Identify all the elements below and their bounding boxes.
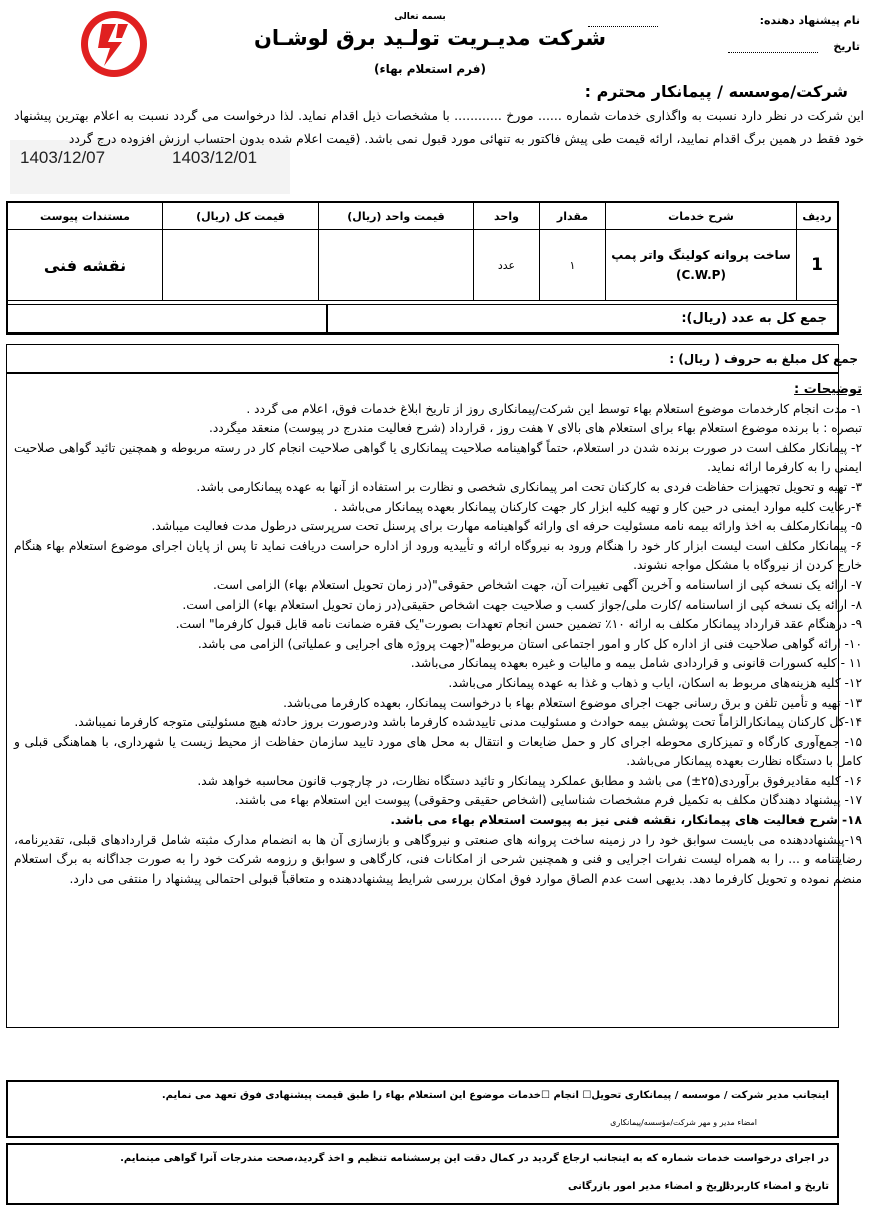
note-item: ۷- ارائه یک نسخه کپی از اساسنامه و آخرین آگهی تغییرات آن، جهت اشخاص حقوقی"(در زمان تحویل استعلام بهاء) الزامی است.	[213, 577, 862, 592]
total-words-label: جمع کل مبلغ به حروف ( ریال) :	[669, 352, 858, 366]
return-sign-left: تاریخ و امضاء مدیر امور بازرگانی	[568, 1181, 731, 1192]
divider	[6, 372, 839, 374]
cell-unit: عدد	[474, 230, 540, 301]
note-item: ۸- ارائه یک نسخه کپی از اساسنامه /کارت ملی/جواز کسب و صلاحیت جهت اشخاص حقیقی(در زمان تحویل استعلام بهاء) الزامی است.	[182, 597, 862, 612]
commitment-signature: امضاء مدیر و مهر شرکت/مؤسسه/پیمانکاری	[610, 1118, 757, 1127]
return-box	[6, 1143, 839, 1205]
note-item: ۴-رعایت کلیه موارد ایمنی در حین کار و تهیه کلیه ابزار کار جهت کارکنان پیمانکار بعهده پیمانکار می‌باشد .	[333, 499, 862, 514]
note-item: ۲- پیمانکار مکلف است در صورت برنده شدن در استعلام، حتماً گواهینامه صلاحیت پیمانکاری یا گواهی صلاحیت انجام کار در رسته مربوطه و همچنین تائید گواهی صلاحیت ایمنی را به کارفرما ارائه نماید.	[14, 440, 862, 475]
date-start: 1403/12/01	[172, 148, 258, 167]
note-item: ۶- پیمانکار مکلف است لیست ابزار کار خود را هنگام ورود به نیروگاه ارائه و تأییدیه ورود از اداره حراست دریافت نماید تا پس از پایان اجرای موضوع استعلام بهاء هنگام خارج کردن از نیروگاه با مشکل مواجه نشوند.	[14, 538, 862, 573]
note-item: ۱- مدت انجام کارخدمات موضوع استعلام بهاء توسط این شرکت/پیمانکاری روز از تاریخ ابلاغ خدمات فوق، اعلام می گردد .	[246, 401, 862, 416]
commitment-text: اینجانب مدیر شرکت / موسسه / پیمانکاری تحویل☐ انجام ☐خدمات موضوع این استعلام بهاء را طبق قیمت پیشنهادی فوق تعهد می نمایم.	[161, 1090, 829, 1101]
col-unit: واحد	[474, 203, 540, 230]
description-code: (C.W.P)	[676, 268, 726, 282]
table-row	[8, 230, 838, 301]
note-item: ۱۳- تهیه و تأمین تلفن و برق رسانی جهت اجرای موضوع استعلام بهاء با درخواست پیمانکار، بعهده کارفرما می‌باشد.	[283, 695, 862, 710]
note-item: تبصره : با برنده موضوع استعلام بهاء برای استعلام های بالای ۷ هفت روز ، قرارداد (شرح فعالیت مندرج در پیوست) منعقد میگردد.	[208, 421, 862, 436]
commitment-box	[6, 1080, 839, 1138]
note-item: ۱۲- کلیه هزینه‌های مربوط به اسکان، ایاب و ذهاب و غذا به عهده پیمانکار می‌باشد.	[448, 675, 862, 690]
note-item: ۱۹-پیشنهاددهنده می بایست سوابق خود را در زمینه ساخت پروانه های صنعتی و نیروگاهی و بازسازی آن ها به انضمام مدارک مثبته شامل قراردادهای قبلی، تقدیرنامه، رضایتنامه و ... را به همراه لیست نفرات اجرایی و فنی و همچنین شرحی از امکانات فنی، کارگاهی و سوابق و رزومه شرکت خود را به صورت جداگانه به برگ استعلام منضم نموده و تحویل کارفرما دهد. بدیهی است عدم الصاق موارد فوق امکان بررسی شرایط پیشنهاددهنده و متعاقباً قبولی احتمالی پیشنهاد را منتفی می دارد.	[14, 832, 862, 886]
notes-section	[14, 380, 862, 889]
form-name: (فرم استعلام بهاء)	[373, 62, 486, 76]
company-name: شرکت مدیـریت تولـید برق لوشـان	[253, 26, 606, 50]
return-text: در اجرای درخواست خدمات شماره که به اینجانب ارجاع گردید در کمال دقت این پرسشنامه تنظیم و اخذ گردید،صحت مندرجات آنرا گواهی مینمایم.	[120, 1153, 829, 1164]
col-unit-price: قیمت واحد (ریال)	[319, 203, 474, 230]
cell-quantity: ۱	[540, 230, 606, 301]
basmala: بسمه تعالی	[394, 12, 446, 22]
company-logo	[78, 8, 150, 80]
note-item: ۱۷- پیشنهاد دهندگان مکلف به تکمیل فرم مشخصات شناسایی (اشخاص حقیقی وحقوقی) پیوست این استعلام بهاء می باشند.	[234, 793, 862, 808]
note-item: ۵- پیمانکارمکلف به اخذ وارائه بیمه نامه مسئولیت حرفه ای وارائه گواهینامه مهارت برای پرسنل تحت سرپرستی درطول مدت فعالیت میباشد.	[151, 519, 862, 534]
addressee: شرکت/موسسه / پیمانکار محترم :	[584, 82, 848, 101]
note-item: ۹- درهنگام عقد قرارداد پیمانکار مکلف به ارائه ۱۰٪ تضمین حسن انجام تعهدات بصورت"یک فقره ضمانت نامه قابل قبول کارفرما" است.	[175, 617, 862, 632]
intro-paragraph: این شرکت در نظر دارد نسبت به واگذاری خدمات شماره ...... مورخ ............ با مشخصات ذیل اقدام نماید. لذا درخواست می گردد نسبت به اعلام بهترین پیشنهاد خود فقط در همین برگ اقدام نمایید، ارائه قیمت طی پیش فاکتور به تنهائی مورد قبول نمی باشد. (قیمت اعلام شده بدون احتساب ارزش افزوده درج گردد	[14, 108, 864, 146]
note-item: ۱۵- جمع‌آوری کارگاه و تمیزکاری محوطه اجرای کار و حمل ضایعات و انتقال به محل های مورد تایید سازمان حفاظت از محیط زیست یا شهرداری، با هماهنگی قبلی و کامل با دستگاه نظارت بعهده پیمانکار می‌باشد.	[14, 734, 862, 769]
col-attachments: مستندات پیوست	[8, 203, 163, 230]
return-sign-right: تاریخ و امضاء کاربرداز	[720, 1181, 829, 1192]
col-quantity: مقدار	[540, 203, 606, 230]
table-header-row	[8, 203, 838, 230]
proposer-name-label: نام پیشنهاد دهنده:	[759, 14, 860, 27]
note-item: ۱۰- ارائه گواهی صلاحیت فنی از اداره کل کار و امور اجتماعی استان مربوطه"(جهت پروژه های اجرایی و عملیاتی) الزامی می باشد.	[197, 636, 862, 651]
cell-unit-price	[319, 230, 474, 301]
cell-description	[606, 230, 797, 301]
note-item: ۱۱ - کلیه کسورات قانونی و قراردادی شامل بیمه و مالیات و غیره بعهده پیمانکار می‌باشد.	[410, 656, 862, 671]
col-row: ردیف	[797, 203, 838, 230]
date-line	[728, 52, 818, 53]
note-item: ۱۸- شرح فعالیت های پیمانکار، نقشه فنی نیز به پیوست استعلام بهاء می باشد.	[390, 813, 862, 828]
items-table	[7, 202, 838, 301]
cell-total-price	[163, 230, 319, 301]
date-label: تاریخ	[833, 40, 860, 53]
col-total-price: قیمت کل (ریال)	[163, 203, 319, 230]
total-numeric-row	[7, 304, 838, 333]
total-numeric-label: جمع کل به عدد (ریال):	[681, 311, 827, 326]
note-item: ۳- تهیه و تحویل تجهیزات حفاظت فردی به کارکنان تحت امر پیمانکاری شخصی و نظارت بر استفاده از آنها به عهده پیمانکارمی باشد.	[196, 479, 862, 494]
note-item: ۱۶- کلیه مقادیرفوق برآوردی(۲۵±) می باشد و مطابق عملکرد پیمانکار و تائید دستگاه نظارت، در چارچوب قانون محاسبه خواهد شد.	[197, 773, 862, 788]
cell-attachments: نقشه فنی	[8, 230, 163, 301]
notes-title: توضیحات :	[794, 382, 862, 397]
note-item: ۱۴-کل کارکنان پیمانکارالزاماً تحت پوشش بیمه حوادث و مسئولیت مدنی تاییدشده کارفرما باشد ودرصورت بروز حادثه هیچ مسئولیتی متوجه کارفرما نمیباشد.	[74, 715, 862, 730]
date-end: 1403/12/07	[20, 148, 106, 167]
total-divider	[326, 305, 328, 332]
col-description: شرح خدمات	[606, 203, 797, 230]
description-text: ساخت پروانه کولینگ واتر پمپ	[611, 248, 791, 262]
cell-row: 1	[797, 230, 838, 301]
